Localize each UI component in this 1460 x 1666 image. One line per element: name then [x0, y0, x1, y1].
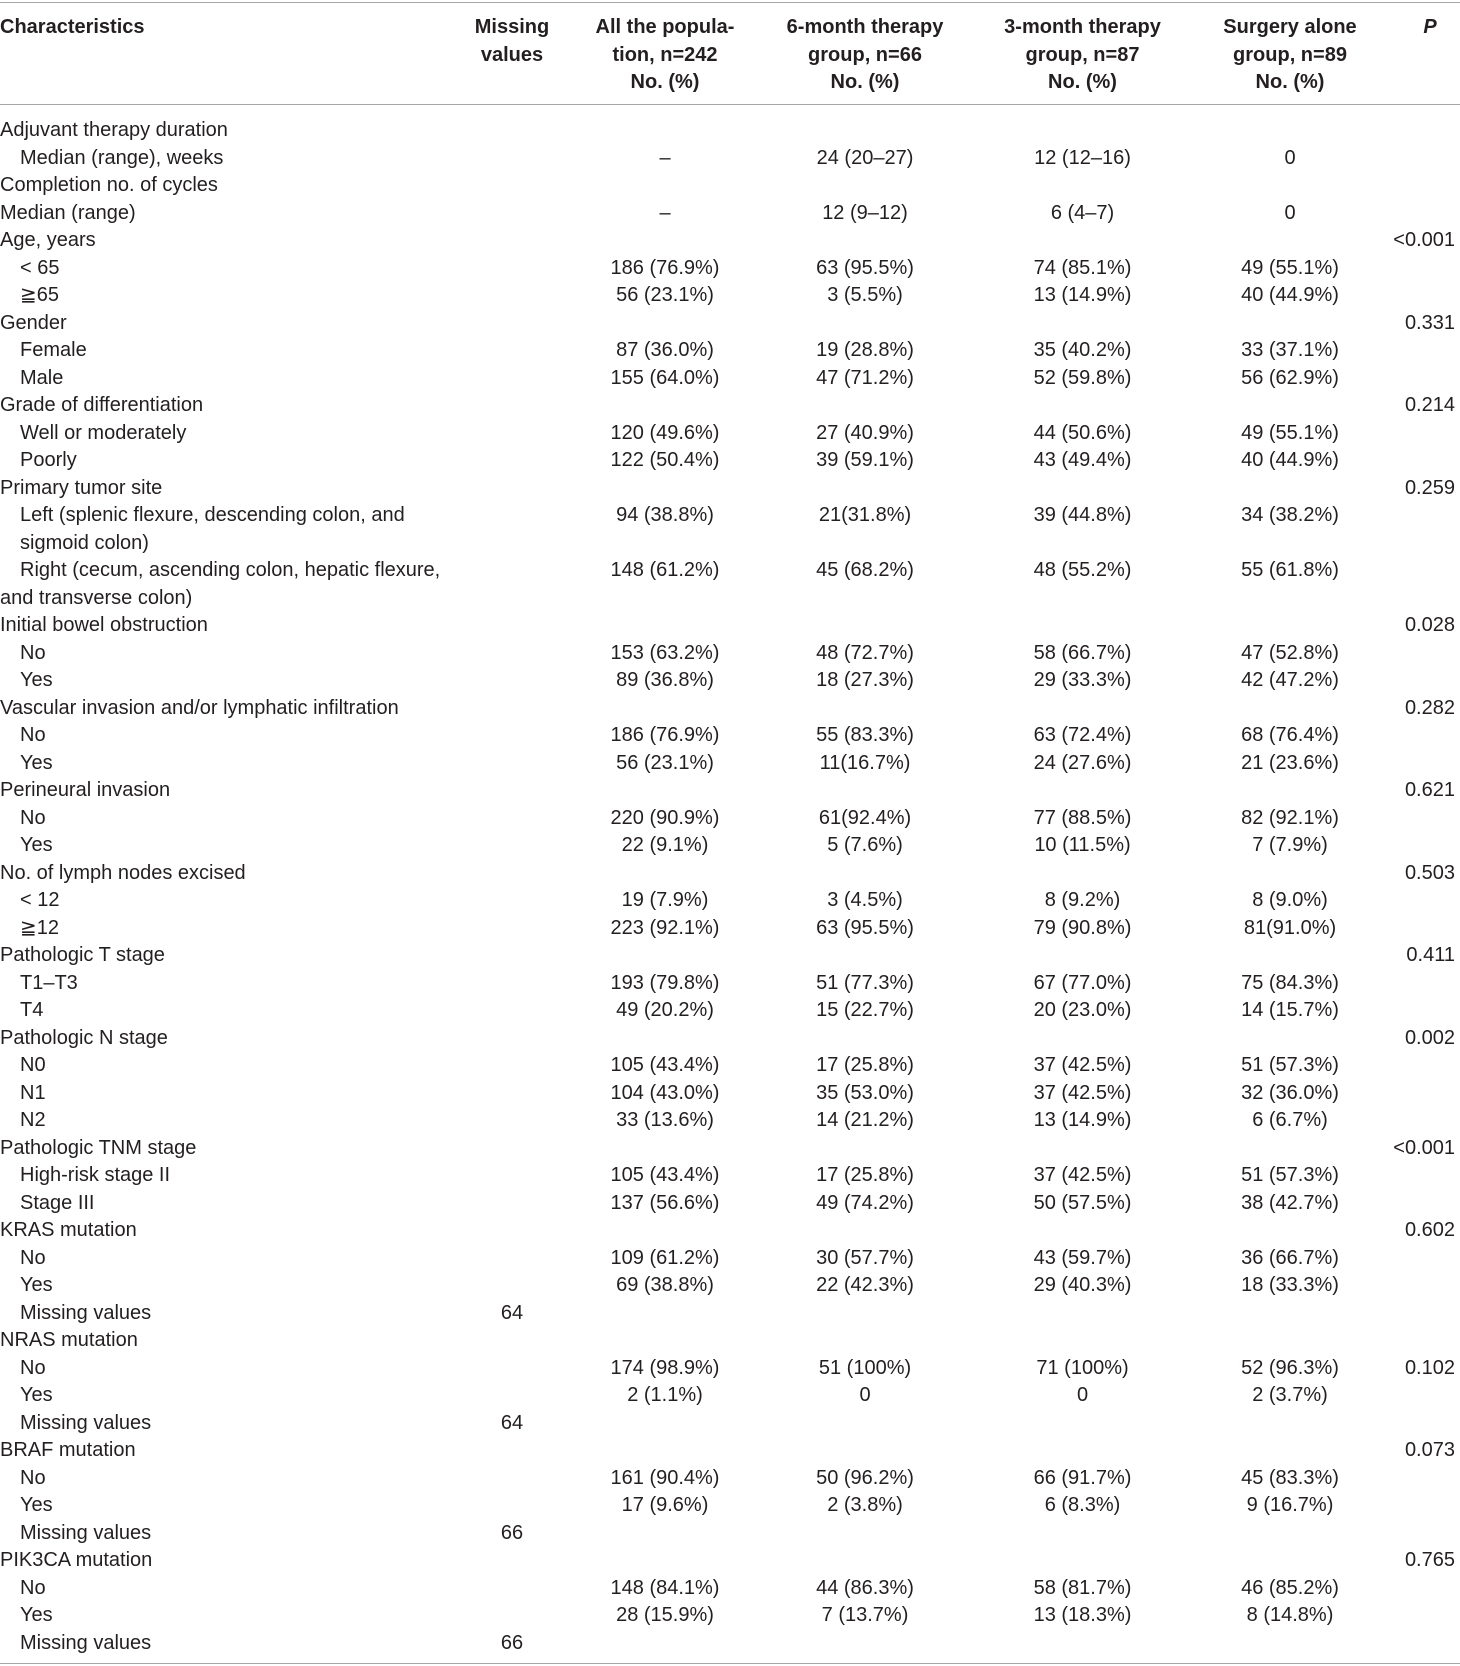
cell-all-population: 87 (36.0%) [616, 339, 714, 361]
row-label: Grade of differentiation [0, 394, 204, 416]
cell-surgery-alone: 14 (15.7%) [1241, 999, 1339, 1021]
cell-6-month: 45 (68.2%) [816, 559, 914, 581]
row-label: Pathologic TNM stage [0, 1136, 197, 1159]
table-row [0, 1162, 1460, 1190]
cell-3-month: 43 (59.7%) [1033, 1246, 1132, 1269]
table-row [0, 557, 1460, 612]
cell-6-month: 5 (7.6%) [827, 834, 903, 856]
cell-6-month: 35 (53.0%) [816, 1081, 914, 1104]
cell-surgery-alone: 45 (83.3%) [1241, 1466, 1339, 1489]
cell-6-month: 19 (28.8%) [816, 339, 914, 361]
cell-surgery-alone: 6 (6.7%) [1252, 1109, 1328, 1131]
row-label: No [20, 806, 46, 829]
table-row [0, 1025, 1460, 1053]
row-label: High-risk stage II [20, 1164, 171, 1186]
table-row [0, 1217, 1460, 1245]
row-label: Yes [20, 669, 53, 691]
cell-all-population: 186 (76.9%) [610, 724, 720, 746]
row-label: No [20, 724, 46, 746]
cell-3-month: 35 (40.2%) [1033, 339, 1132, 361]
cell-surgery-alone: 7 (7.9%) [1252, 834, 1328, 856]
row-label: N1 [20, 1081, 46, 1104]
cell-all-population: 94 (38.8%) [616, 504, 714, 526]
row-label: Initial bowel obstruction [0, 614, 208, 636]
cell-all-population: 193 (79.8%) [610, 971, 720, 994]
row-label: Gender [0, 311, 67, 334]
table-row [0, 915, 1460, 943]
cell-surgery-alone: 75 (84.3%) [1241, 971, 1339, 994]
table-row [0, 1080, 1460, 1108]
cell-all-population: 17 (9.6%) [621, 1494, 709, 1516]
table-row [0, 612, 1460, 640]
table-row [0, 227, 1460, 255]
cell-6-month: 27 (40.9%) [816, 421, 914, 444]
header-p-value: P [1423, 16, 1437, 38]
row-label: Perineural invasion [0, 779, 171, 801]
table-row [0, 1052, 1460, 1080]
cell-6-month: 0 [859, 1384, 871, 1406]
cell-6-month: 3 (5.5%) [827, 284, 903, 306]
cell-3-month: 58 (66.7%) [1033, 641, 1132, 664]
cell-p-value: 0.503 [1404, 861, 1455, 884]
row-label: Well or moderately [20, 421, 187, 444]
cell-missing-values: 64 [500, 1301, 524, 1324]
cell-3-month: 37 (42.5%) [1033, 1164, 1132, 1186]
row-label: No [20, 641, 46, 664]
cell-6-month: 39 (59.1%) [816, 449, 914, 471]
cell-3-month: 79 (90.8%) [1033, 916, 1132, 939]
cell-surgery-alone: 8 (14.8%) [1246, 1604, 1334, 1626]
cell-surgery-alone: 0 [1284, 146, 1296, 169]
cell-all-population: 174 (98.9%) [610, 1356, 720, 1379]
cell-3-month: 24 (27.6%) [1033, 751, 1132, 774]
row-label: Yes [20, 1274, 53, 1296]
header-rule [0, 104, 1460, 105]
table-row [0, 1245, 1460, 1273]
cell-all-population: 120 (49.6%) [610, 421, 720, 444]
cell-3-month: 48 (55.2%) [1033, 559, 1132, 581]
cell-6-month: 14 (21.2%) [816, 1109, 914, 1131]
table-row [0, 1107, 1460, 1135]
cell-6-month: 51 (77.3%) [816, 971, 914, 994]
cell-3-month: 63 (72.4%) [1033, 724, 1132, 746]
cell-all-population: 69 (38.8%) [616, 1274, 714, 1296]
cell-3-month: 50 (57.5%) [1033, 1191, 1132, 1214]
cell-surgery-alone: 40 (44.9%) [1241, 284, 1339, 306]
table-row [0, 255, 1460, 283]
cell-3-month: 58 (81.7%) [1033, 1576, 1132, 1599]
header-3-month-therapy: 3-month therapy group, n=87 No. (%) [1004, 16, 1161, 93]
row-label: Completion no. of cycles [0, 174, 218, 196]
cell-3-month: 10 (11.5%) [1034, 834, 1131, 856]
row-label: Stage III [20, 1191, 95, 1214]
cell-all-population: 56 (23.1%) [616, 284, 714, 306]
cell-surgery-alone: 9 (16.7%) [1246, 1494, 1334, 1516]
cell-6-month: 55 (83.3%) [816, 724, 914, 746]
cell-surgery-alone: 34 (38.2%) [1241, 504, 1339, 526]
cell-p-value: 0.331 [1404, 311, 1455, 334]
header-surgery-alone: Surgery alone group, n=89 No. (%) [1223, 16, 1357, 93]
row-label: BRAF mutation [0, 1439, 136, 1461]
cell-surgery-alone: 56 (62.9%) [1241, 366, 1339, 389]
cell-6-month: 12 (9–12) [822, 201, 908, 224]
table-row [0, 997, 1460, 1025]
row-label: N0 [20, 1054, 46, 1076]
cell-all-population: 104 (43.0%) [610, 1081, 720, 1104]
cell-6-month: 47 (71.2%) [816, 366, 914, 389]
cell-all-population: – [659, 201, 671, 224]
cell-3-month: 12 (12–16) [1034, 146, 1131, 169]
row-label: No. of lymph nodes excised [0, 861, 246, 884]
row-label: Missing values [20, 1411, 152, 1434]
cell-3-month: 67 (77.0%) [1033, 971, 1132, 994]
cell-6-month: 44 (86.3%) [816, 1576, 914, 1599]
table-row [0, 1575, 1460, 1603]
cell-6-month: 7 (13.7%) [821, 1604, 909, 1626]
cell-all-population: 22 (9.1%) [621, 834, 709, 856]
bottom-rule [0, 1663, 1460, 1664]
cell-3-month: 29 (40.3%) [1033, 1274, 1132, 1296]
table-row [0, 420, 1460, 448]
row-label: Pathologic T stage [0, 944, 165, 966]
cell-surgery-alone: 46 (85.2%) [1241, 1576, 1339, 1599]
cell-all-population: 153 (63.2%) [610, 641, 720, 664]
row-label: No [20, 1246, 46, 1269]
cell-all-population: 105 (43.4%) [610, 1164, 720, 1186]
cell-6-month: 18 (27.3%) [816, 669, 914, 691]
row-label: Pathologic N stage [0, 1026, 168, 1049]
cell-all-population: 137 (56.6%) [610, 1191, 720, 1214]
cell-all-population: 161 (90.4%) [610, 1466, 720, 1489]
header-characteristics: Characteristics [0, 16, 145, 38]
cell-p-value: 0.214 [1404, 394, 1455, 416]
cell-all-population: 223 (92.1%) [610, 916, 720, 939]
row-label: Yes [20, 1494, 53, 1516]
cell-6-month: 3 (4.5%) [827, 889, 903, 911]
table-row [0, 1465, 1460, 1493]
row-label: T1–T3 [20, 971, 78, 994]
cell-surgery-alone: 18 (33.3%) [1241, 1274, 1339, 1296]
row-label: Poorly [20, 449, 77, 471]
cell-6-month: 51 (100%) [818, 1356, 912, 1379]
cell-all-population: 186 (76.9%) [610, 256, 720, 279]
cell-surgery-alone: 36 (66.7%) [1241, 1246, 1339, 1269]
cell-6-month: 17 (25.8%) [816, 1054, 914, 1076]
cell-6-month: 63 (95.5%) [816, 916, 914, 939]
table-row [0, 475, 1460, 503]
row-label: Left (splenic flexure, descending colon, and sigmoid colon) [20, 504, 405, 554]
table-row [0, 805, 1460, 833]
table-row [0, 777, 1460, 805]
cell-6-month: 61(92.4%) [818, 806, 912, 829]
table-row [0, 887, 1460, 915]
table-row [0, 447, 1460, 475]
table-row [0, 145, 1460, 173]
cell-3-month: 0 [1076, 1384, 1089, 1406]
cell-all-population: 109 (61.2%) [610, 1246, 720, 1269]
cell-3-month: 44 (50.6%) [1033, 421, 1132, 444]
cell-p-value: 0.411 [1406, 944, 1455, 966]
cell-3-month: 52 (59.8%) [1033, 366, 1132, 389]
table-row [0, 502, 1460, 557]
table-row [0, 1410, 1460, 1438]
header-all-population: All the popula- tion, n=242 No. (%) [595, 16, 735, 93]
cell-surgery-alone: 55 (61.8%) [1241, 559, 1339, 581]
cell-3-month: 13 (14.9%) [1033, 284, 1132, 306]
table-row [0, 1327, 1460, 1355]
cell-surgery-alone: 8 (9.0%) [1252, 889, 1328, 911]
cell-all-population: 19 (7.9%) [621, 889, 709, 911]
cell-surgery-alone: 33 (37.1%) [1241, 339, 1339, 361]
row-label: PIK3CA mutation [0, 1549, 153, 1571]
cell-all-population: 33 (13.6%) [616, 1109, 714, 1131]
table-row [0, 172, 1460, 200]
table-row [0, 1355, 1460, 1383]
table-row [0, 942, 1460, 970]
cell-p-value: 0.602 [1404, 1219, 1455, 1241]
cell-all-population: 2 (1.1%) [627, 1384, 703, 1406]
cell-3-month: 77 (88.5%) [1033, 806, 1132, 829]
table-row [0, 750, 1460, 778]
cell-6-month: 48 (72.7%) [816, 641, 914, 664]
cell-surgery-alone: 21 (23.6%) [1241, 751, 1339, 774]
row-label: T4 [20, 999, 44, 1021]
cell-p-value: 0.073 [1404, 1439, 1455, 1461]
table-row [0, 365, 1460, 393]
cell-6-month: 17 (25.8%) [816, 1164, 914, 1186]
row-label: Missing values [20, 1521, 152, 1544]
table-row [0, 1135, 1460, 1163]
table-header [0, 0, 1460, 104]
table-row [0, 1602, 1460, 1630]
cell-p-value: 0.259 [1404, 476, 1455, 499]
header-missing-values: Missing values [474, 16, 550, 66]
cell-3-month: 13 (18.3%) [1033, 1604, 1132, 1626]
cell-surgery-alone: 32 (36.0%) [1241, 1081, 1339, 1104]
row-label: No [20, 1466, 46, 1489]
row-label: KRAS mutation [0, 1219, 137, 1241]
cell-p-value: 0.028 [1404, 614, 1455, 636]
cell-all-population: 28 (15.9%) [616, 1604, 714, 1626]
table-row [0, 337, 1460, 365]
row-label: Median (range), weeks [20, 146, 224, 169]
cell-surgery-alone: 42 (47.2%) [1241, 669, 1339, 691]
table-row [0, 1190, 1460, 1218]
row-label: Age, years [0, 229, 96, 251]
cell-p-value: 0.621 [1404, 779, 1455, 801]
row-label: Yes [20, 834, 53, 856]
row-label: Yes [20, 1604, 53, 1626]
cell-all-population: 56 (23.1%) [616, 751, 714, 774]
cell-p-value: 0.002 [1404, 1026, 1455, 1049]
table-row [0, 1492, 1460, 1520]
cell-surgery-alone: 2 (3.7%) [1252, 1384, 1328, 1406]
table-row [0, 970, 1460, 998]
row-label: ≧12 [20, 916, 60, 939]
cell-all-population: 148 (61.2%) [610, 559, 720, 581]
row-label: NRAS mutation [0, 1329, 138, 1351]
cell-3-month: 6 (4–7) [1050, 201, 1115, 224]
cell-all-population: 49 (20.2%) [616, 999, 714, 1021]
row-label: ≧65 [20, 284, 60, 306]
cell-missing-values: 66 [500, 1631, 524, 1654]
row-label: Missing values [20, 1301, 152, 1324]
table-row [0, 1630, 1460, 1658]
row-label: N2 [20, 1109, 46, 1131]
cell-6-month: 49 (74.2%) [816, 1191, 914, 1214]
cell-3-month: 66 (91.7%) [1033, 1466, 1132, 1489]
table-row [0, 1300, 1460, 1328]
cell-3-month: 71 (100%) [1036, 1356, 1129, 1379]
cell-p-value: 0.102 [1404, 1356, 1455, 1379]
cell-surgery-alone: 51 (57.3%) [1241, 1054, 1339, 1076]
row-label: Male [20, 366, 64, 389]
table-row [0, 860, 1460, 888]
cell-surgery-alone: 49 (55.1%) [1241, 256, 1339, 279]
table-row [0, 310, 1460, 338]
cell-surgery-alone: 51 (57.3%) [1241, 1164, 1339, 1186]
cell-3-month: 39 (44.8%) [1033, 504, 1132, 526]
row-label: < 12 [20, 889, 60, 911]
row-label: No [20, 1576, 46, 1599]
cell-surgery-alone: 49 (55.1%) [1241, 421, 1339, 444]
cell-surgery-alone: 38 (42.7%) [1241, 1191, 1339, 1214]
cell-6-month: 30 (57.7%) [816, 1246, 914, 1269]
row-label: Female [20, 339, 87, 361]
cell-6-month: 11(16.7%) [819, 751, 911, 774]
table-body [0, 117, 1460, 1657]
cell-surgery-alone: 47 (52.8%) [1241, 641, 1339, 664]
cell-6-month: 15 (22.7%) [816, 999, 914, 1021]
cell-6-month: 21(31.8%) [818, 504, 912, 526]
row-label: Median (range) [0, 201, 136, 224]
cell-p-value: <0.001 [1393, 229, 1455, 251]
cell-all-population: 220 (90.9%) [610, 806, 720, 829]
cell-3-month: 29 (33.3%) [1033, 669, 1132, 691]
table-row [0, 1382, 1460, 1410]
cell-6-month: 24 (20–27) [816, 146, 914, 169]
header-6-month-therapy: 6-month therapy group, n=66 No. (%) [786, 16, 944, 93]
cell-3-month: 74 (85.1%) [1033, 256, 1132, 279]
cell-p-value: 0.765 [1404, 1549, 1455, 1571]
cell-surgery-alone: 82 (92.1%) [1241, 806, 1339, 829]
row-label: Primary tumor site [0, 476, 163, 499]
table-row [0, 832, 1460, 860]
cell-3-month: 43 (49.4%) [1033, 449, 1132, 471]
cell-all-population: – [659, 146, 671, 169]
row-label: < 65 [20, 256, 60, 279]
row-label: Missing values [20, 1631, 152, 1654]
table-row [0, 282, 1460, 310]
cell-all-population: 89 (36.8%) [616, 669, 714, 691]
cell-surgery-alone: 0 [1284, 201, 1296, 224]
row-label: Yes [20, 1384, 53, 1406]
cell-all-population: 105 (43.4%) [610, 1054, 720, 1076]
cell-6-month: 63 (95.5%) [816, 256, 914, 279]
row-label: Vascular invasion and/or lymphatic infiltration [0, 696, 399, 719]
cell-surgery-alone: 52 (96.3%) [1241, 1356, 1339, 1379]
table-row [0, 1437, 1460, 1465]
cell-6-month: 22 (42.3%) [816, 1274, 914, 1296]
cell-3-month: 20 (23.0%) [1033, 999, 1132, 1021]
cell-6-month: 2 (3.8%) [827, 1494, 903, 1516]
cell-surgery-alone: 68 (76.4%) [1241, 724, 1339, 746]
table-row [0, 667, 1460, 695]
row-label: Right (cecum, ascending colon, hepatic flexure, and transverse colon) [0, 559, 441, 609]
cell-surgery-alone: 81(91.0%) [1243, 916, 1337, 939]
cell-missing-values: 64 [500, 1411, 524, 1434]
table-row [0, 117, 1460, 145]
cell-all-population: 155 (64.0%) [610, 366, 720, 389]
cell-3-month: 13 (14.9%) [1033, 1109, 1132, 1131]
table-row [0, 1520, 1460, 1548]
cell-missing-values: 66 [500, 1521, 524, 1544]
table-row [0, 1547, 1460, 1575]
cell-p-value: <0.001 [1393, 1136, 1455, 1159]
table-row [0, 1272, 1460, 1300]
cell-3-month: 8 (9.2%) [1044, 889, 1121, 911]
table-row [0, 392, 1460, 420]
row-label: No [20, 1356, 46, 1379]
cell-all-population: 148 (84.1%) [610, 1576, 720, 1599]
table-row [0, 695, 1460, 723]
row-label: Adjuvant therapy duration [0, 119, 228, 141]
cell-surgery-alone: 40 (44.9%) [1241, 449, 1339, 471]
cell-3-month: 6 (8.3%) [1044, 1494, 1121, 1516]
cell-3-month: 37 (42.5%) [1033, 1081, 1132, 1104]
table-row [0, 200, 1460, 228]
cell-all-population: 122 (50.4%) [610, 449, 720, 471]
cell-p-value: 0.282 [1404, 696, 1455, 719]
cell-3-month: 37 (42.5%) [1033, 1054, 1132, 1076]
row-label: Yes [20, 751, 53, 774]
cell-6-month: 50 (96.2%) [816, 1466, 914, 1489]
table-row [0, 640, 1460, 668]
table-row [0, 722, 1460, 750]
